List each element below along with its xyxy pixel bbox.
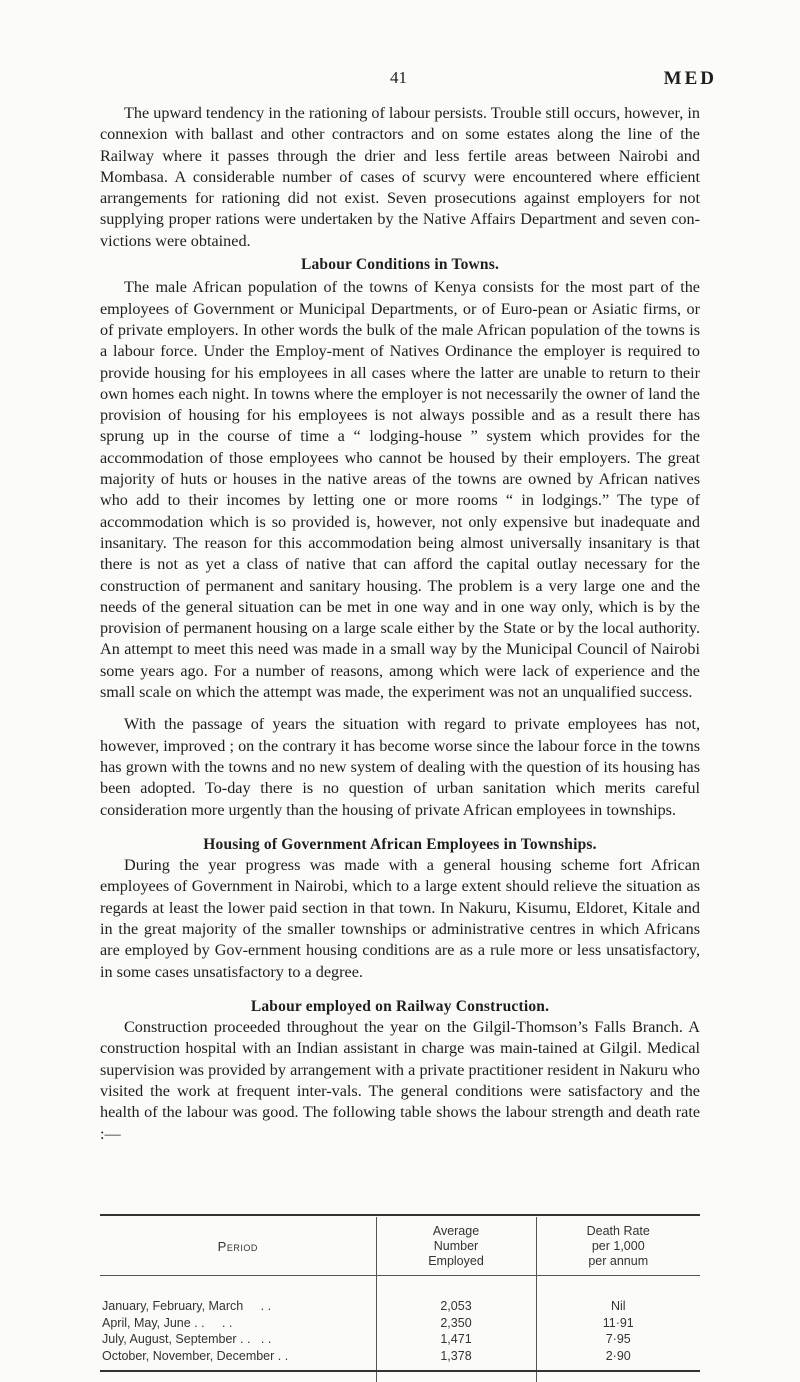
- table-row: April, May, June . . . . 2,350 11·91: [100, 1315, 700, 1332]
- towns-paragraph-1: The male African population of the towns of Kenya consists for the most part of the employees of Government or Municipal Departments, or of Euro-pean or Asiatic firms, or of private employers. In other words the bulk of the male African population of the towns is a labour force. Under the Employ-ment of Natives Ordinance the employer is required to provide housing for his employees in all cases where the latter are unable to return to their own homes each night. In towns where the employer is not necessarily the owner of land the provision of housing for his employees is not always possible and as a result there has sprung up in the course of time a “ lodging-house ” system which provides for the accommodation of those employees who cannot be housed by their employers. The great majority of huts or houses in the native areas of the towns are owned by African natives who add to their incomes by letting one or more rooms “ in lodgings.” The type of accommodation which is so provided is, however, not only expensive but inadequate and insanitary. The reason for this accommodation being almost universally insanitary is that there is not as yet a class of native that can afford the capital outlay necessary for the construction of permanent and sanitary housing. The problem is a very large one and the needs of the general situation can be met in one way and in one way only, which is by the provision of permanent housing on a large scale either by the State or by the local authority. An attempt to meet this need was made in a small way by the Municipal Council of Nairobi some years ago. For a number of reasons, among which were lack of experience and the small scale on which the attempt was made, the experiment was not an unqualified success.: [100, 278, 700, 702]
- housing-heading: Housing of Government African Employees in Townships.: [203, 835, 597, 853]
- table-top-rule: [100, 1214, 700, 1216]
- towns-heading: Labour Conditions in Towns.: [300, 256, 500, 274]
- table-header-row: [100, 1217, 700, 1276]
- table-row: October, November, December . . 1,378 2·90: [100, 1348, 700, 1365]
- labour-death-rate-table: [100, 1217, 700, 1382]
- page-header: [0, 68, 800, 94]
- housing-paragraph: During the year progress was made with a general housing scheme fort African employees of Government in Nairobi, which to a large extent should relieve the situation as regards at least the lower paid section in that town. In Nakuru, Kisumu, Eldoret, Kitale and in the great majority of the smaller townships or administrative centres in which Africans are employed by Gov-ernment housing conditions are as a rule more or less unsatisfactory, in some cases unsatisfactory to a degree.: [100, 856, 700, 981]
- header-period: Period: [100, 1217, 376, 1276]
- table-row: January, February, March . . 2,053 Nil: [100, 1276, 700, 1315]
- page-number: 41: [390, 68, 407, 87]
- table-row: July, August, September . . . . 1,471 7·95: [100, 1331, 700, 1348]
- running-head: MED: [663, 68, 717, 89]
- railway-heading: Labour employed on Railway Construction.: [250, 997, 550, 1015]
- railway-paragraph: Construction proceeded throughout the year on the Gilgil-Thomson’s Falls Branch. A construction hospital with an Indian assistant in charge was main-tained at Gilgil. Medical supervision was provided by arrangement with a private practitioner resident in Nakuru who visited the work at frequent inter-vals. The general conditions were satisfactory and the health of the labour was good. The following table shows the labour strength and death rate :—: [100, 1018, 700, 1143]
- body-text: [100, 103, 700, 1145]
- towns-paragraph-2: With the passage of years the situation with regard to private employees has not, however, improved ; on the contrary it has become worse since the labour force in the towns has grown with the towns and no new system of dealing with the question of its housing has been adopted. To-day there is no question of urban sanitation which merits careful consideration more urgently than the housing of private African employees in townships.: [100, 715, 700, 819]
- intro-paragraph: The upward tendency in the rationing of labour persists. Trouble still occurs, however, in connexion with ballast and other contractors and on some estates along the line of the Railway where it passes through the drier and less fertile areas between Nairobi and Mombasa. A considerable number of cases of scurvy were encountered where efficient arrangements for rationing did not exist. Seven prosecutions against employers for not supplying proper rations were undertaken by the Native Affairs Department and seven con-victions were obtained.: [100, 104, 700, 250]
- header-death-rate: Death Rate per 1,000 per annum: [536, 1217, 700, 1276]
- header-average-employed: Average Number Employed: [376, 1217, 536, 1276]
- table-bottom-rule: [100, 1370, 700, 1372]
